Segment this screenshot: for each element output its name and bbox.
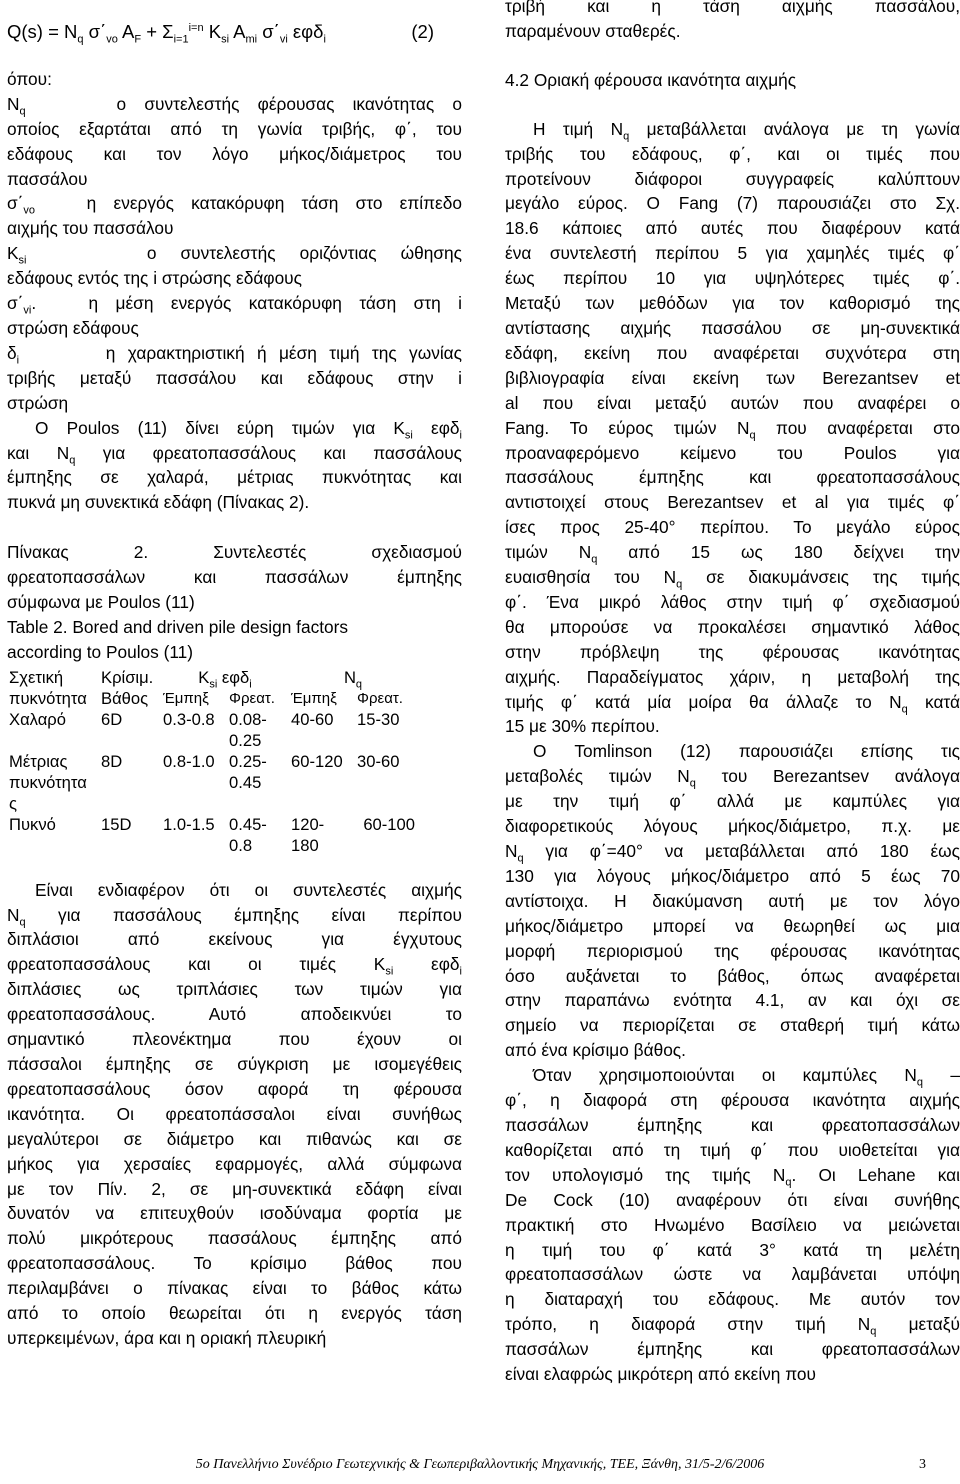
text-line: αντιστοιχεί στους Berezantsev et al για τιμές φ΄: [505, 492, 960, 513]
text-line: βιβλιογραφία είναι εκείνη των Berezantsev et: [505, 367, 960, 388]
text-line: παραμένουν σταθερές.: [505, 20, 681, 41]
text-line: τρόπο, η διαφορά στην τιμή $N_q$ μεταξύ: [505, 1314, 960, 1338]
text-line: αντίστοιχα. Η διακύμανση αυτή με τον λόγο: [505, 890, 960, 911]
page-number: 3: [919, 1457, 926, 1472]
cell-density: Πυκνό: [9, 814, 56, 834]
text-line: Η τιμή $N_q$ μεταβάλλεται ανάλογα με τη γωνία: [533, 118, 960, 143]
text-line: όσο αυξάνεται το βάθος, όπως αναφέρεται: [505, 965, 960, 986]
text-line: $K_{si}$ ο συντελεστής οριζόντιας ώθησης: [7, 243, 462, 267]
text-line: στρώση εδάφους: [7, 317, 139, 338]
text-line: διαφορετικούς λόγους μήκος/διάμετρο, π.χ. με: [505, 816, 960, 837]
text-line: καθορίζεται από τη τιμή φ΄ που υιοθετείται για: [505, 1139, 960, 1160]
text-line: ίσες προς 25-40° περίπου. Το μεγάλο εύρος: [505, 517, 960, 538]
text-line: φ΄. Ένα μικρό λάθος στην τιμή φ΄ σχεδιασμού: [505, 591, 960, 612]
caption-line: φρεατοπασσάλων και πασσάλων έμπηξης: [7, 567, 462, 588]
formula-line: [7, 0, 462, 45]
text-line: 18.6 κάποιες από αυτές που διαφέρουν κατά: [505, 218, 960, 239]
text-line: έμπηξης σε χαλαρά, μέτριας πυκνότητας και: [7, 467, 462, 488]
text-line: σημείο να περιορίζεται σε σταθερή τιμή κάτω: [505, 1015, 960, 1036]
cell-depth: 6D: [101, 709, 123, 729]
text-line: πασσάλου: [7, 168, 88, 189]
text-line: Ο Tomlinson (12) παρουσιάζει επίσης τις: [533, 741, 960, 762]
header-ksi: $K_{si}$ εφδ$_i$: [198, 667, 252, 690]
table-caption: [7, 540, 462, 665]
header-depth-2: Βάθος: [101, 688, 149, 708]
definition-svo: [7, 191, 462, 241]
text-line: $\sigma΄_{vo}$ η ενεργός κατακόρυφη τάση στο επίπεδο: [7, 193, 462, 217]
table-header-row: [7, 667, 417, 688]
text-line: φρεατοπασσάλους και οι τιμές $K_{si}$ εφδ$_i$: [7, 954, 462, 978]
text-line: με τον Πίν. 2, σε μη-συνεκτικά εδάφη είναι: [7, 1178, 462, 1199]
cell-k-bored: 0.45- 0.8: [229, 814, 267, 855]
subheader-bored: Φρεατ.: [357, 689, 403, 707]
design-factors-table: [7, 667, 417, 856]
text-line: εδάφους εντός της i στρώσης εδάφους: [7, 268, 302, 289]
text-line: τιμής φ΄ κατά μία μοίρα θα άλλαζε το $N_q$ κατά: [505, 691, 960, 716]
paragraph-nq-curves: [505, 1063, 960, 1387]
header-density: Σχετική: [9, 667, 64, 687]
text-line: μεταβολές τιμών $N_q$ του Berezantsev ανάλογα: [505, 766, 960, 790]
text-line: μεγαλύτεροι σε διάμετρο και πιθανώς και σε: [7, 1128, 462, 1149]
text-line: και $N_q$ για φρεατοπασσάλους και πασσάλους: [7, 442, 462, 466]
text-line: θα μπορούσε να προκαλέσει σημαντικό λάθος: [505, 616, 960, 637]
formula: $Q(s) = N_q$ $\sigma΄_{vo}$ $A_F + \Sigma_{i=1}^{i=n}$ $K_{si}$ $A_{mi}$ $\sigma΄_{vi}$ εφδ$_i$: [7, 21, 326, 46]
text-line: μήκος/διάμετρο μπορεί να θεωρηθεί ως μια: [505, 915, 960, 936]
text-line: περιλαμβάνει ο πίνακας είναι το βάθος κάτω: [7, 1278, 462, 1299]
cell-depth: 15D: [101, 814, 132, 834]
cell-k-driven: 0.3-0.8: [163, 709, 215, 729]
text-line: στην παραπάνω ενότητα 4.1, αν και όχι σε: [505, 990, 960, 1011]
definitions-intro: όπου:: [7, 68, 52, 89]
cell-k-driven: 0.8-1.0: [163, 751, 215, 771]
text-line: προαναφερόμενο κείμενο του Poulos για: [505, 442, 960, 463]
cell-k-driven: 1.0-1.5: [163, 814, 215, 834]
text-line: ευαισθησία του $N_q$ σε διακυμάνσεις της τιμής: [505, 567, 960, 591]
caption-line: σύμφωνα με Poulos (11): [7, 591, 195, 612]
paragraph-tomlinson: [505, 739, 960, 1063]
paragraph-nq-variation: [505, 117, 960, 740]
text-line: Όταν χρησιμοποιούνται οι καμπύλες $N_q$ –: [533, 1065, 960, 1089]
cell-density: Μέτριας πυκνότητα ς: [9, 751, 87, 813]
text-line: Fang. Το εύρος τιμών $N_q$ που αναφέρεται στο: [505, 417, 960, 442]
text-line: Μεταξύ των μεθόδων για τον καθορισμό της: [505, 293, 960, 314]
text-line: φρεατοπασσάλων ώστε να λαμβάνεται υπόψη: [505, 1264, 960, 1285]
table-row: [7, 814, 417, 856]
text-line: De Cock (10) αναφέρουν ότι είναι συνήθης: [505, 1189, 960, 1210]
subheader-bored: Φρεατ.: [229, 689, 275, 707]
text-line: προτείνουν διάφοροι συγγραφείς καλύπτουν: [505, 168, 960, 189]
cell-n-driven: 40-60: [291, 709, 334, 729]
text-line: αιχμής του πασσάλου: [7, 218, 174, 239]
header-density-2: πυκνότητα: [9, 688, 87, 708]
text-line: πρακτική στο Ηνωμένο Βασίλειο να μειώνεται: [505, 1214, 960, 1235]
paragraph-driven-vs-bored: [7, 878, 462, 1351]
text-line: $N_q$ ο συντελεστής φέρουσας ικανότητας ο: [7, 93, 462, 118]
cell-n-bored: 60-100: [363, 814, 415, 834]
text-line: 130 για λόγους μήκος/διάμετρο από 5 έως 70: [505, 865, 960, 886]
subheader-driven: Έμπηξ: [163, 689, 209, 707]
header-depth: Κρίσιμ.: [101, 667, 154, 687]
text-line: τριβής του εδάφους, φ΄, και οι τιμές που: [505, 143, 960, 164]
text-line: αιχμής. Παραδείγματος χάριν, η μεταβολή της: [505, 666, 960, 687]
cell-k-bored: 0.08- 0.25: [229, 709, 267, 750]
text-line: Ο Poulos (11) δίνει εύρη τιμών για $K_{si}$ εφδ$_i$: [35, 417, 462, 442]
cell-n-bored: 15-30: [357, 709, 400, 729]
text-line: $\sigma΄_{vi}$. η μέση ενεργός κατακόρυφη τάση στη i: [7, 293, 462, 317]
cell-density: Χαλαρό: [9, 709, 66, 729]
cell-n-driven: 120- 180: [291, 814, 325, 855]
text-line: πάσσαλοι έμπηξης σε σύγκριση με ισομεγέθεις: [7, 1053, 462, 1074]
text-line: υπερκειμένων, άρα και η οριακή πλευρική: [7, 1327, 327, 1348]
text-line: στρώση: [7, 392, 69, 413]
left-column: [7, 0, 462, 1351]
text-line: οποίος εξαρτάται από τη γωνία τριβής, φ΄, του: [7, 118, 462, 139]
text-line: al που είναι μεταξύ αυτών που αναφέρει ο: [505, 392, 960, 413]
text-line: εδάφη, εκείνη που αναφέρεται συχνότερα στη: [505, 342, 960, 363]
text-line: $N_q$ για φ΄=40° να μεταβάλλεται από 180 έως: [505, 841, 960, 865]
section-heading: 4.2 Οριακή φέρουσα ικανότητα αιχμής: [505, 69, 797, 90]
text-line: αντίστασης αιχμής πασσάλου σε μη-συνεκτικά: [505, 317, 960, 338]
text-line: $\delta_i$ η χαρακτηριστική ή μέση τιμή της γωνίας: [7, 342, 462, 367]
text-line: έως περίπου 10 για υψηλότερες τιμές φ΄.: [505, 268, 960, 289]
text-line: φρεατοπασσάλους όσον αφορά τη φέρουσα: [7, 1078, 462, 1099]
text-line: μήκος για χερσαίες εφαρμογές, αλλά σύμφωνα: [7, 1153, 462, 1174]
text-line: 15 με 30% περίπου.: [505, 716, 660, 737]
definition-di: [7, 341, 462, 416]
cell-depth: 8D: [101, 751, 123, 771]
text-line: είναι ελαφρώς μικρότερη από εκείνη που: [505, 1364, 816, 1385]
text-line: φ΄, η διαφορά στη φέρουσα ικανότητα αιχμής: [505, 1090, 960, 1111]
text-line: $N_q$ για πασσάλους έμπηξης είναι περίπου: [7, 904, 462, 928]
text-line: πολύ μικρότερους πασσάλους έμπηξης από: [7, 1228, 462, 1249]
text-line: εδάφους και τον λόγο μήκος/διάμετρος του: [7, 143, 462, 164]
text-line: με την τιμή φ΄ αλλά με καμπύλες για: [505, 791, 960, 812]
formula-number: (2): [411, 21, 434, 42]
table-body: [7, 709, 417, 856]
text-line: μεγάλο εύρος. Ο Fang (7) παρουσιάζει στο Σχ.: [505, 193, 960, 214]
cell-k-bored: 0.25- 0.45: [229, 751, 267, 792]
definition-nq: [7, 92, 462, 192]
text-line: διπλάσιοι από εκείνους για έγχυτους: [7, 929, 462, 950]
text-line: από το οποίο θεωρείται ότι η ενεργός τάση: [7, 1303, 462, 1324]
text-line: στην πρόβλεψη της φέρουσας ικανότητας: [505, 641, 960, 662]
table-row: [7, 751, 417, 814]
text-line: δυνατόν να επιτευχθούν ισοδύναμα φορτία με: [7, 1203, 462, 1224]
text-line: φρεατοπασσάλους. Το κρίσιμο βάθος που: [7, 1253, 462, 1274]
text-line: τιμών $N_q$ από 15 ως 180 δείχνει την: [505, 542, 960, 566]
poulos-paragraph: [7, 416, 462, 516]
text-line: τριβή και η τάση αιχμής πασσάλου,: [505, 0, 960, 16]
text-line: τον υπολογισμό της τιμής $N_q$. Οι Lehane και: [505, 1164, 960, 1189]
table-row: [7, 709, 417, 751]
caption-line: Πίνακας 2. Συντελεστές σχεδιασμού: [7, 542, 462, 563]
definition-svi: [7, 291, 462, 341]
text-line: μορφή περιορισμού της φέρουσας ικανότητας: [505, 940, 960, 961]
caption-line: according to Poulos (11): [7, 641, 194, 662]
definition-ksi: [7, 241, 462, 291]
text-line: διπλάσιες ως τριπλάσιες των τιμών για: [7, 979, 462, 1000]
text-line: ικανότητα. Οι φρεατοπάσσαλοι είναι συνήθως: [7, 1103, 462, 1124]
text-line: πασσάλων έμπηξης και φρεατοπασσάλων: [505, 1339, 960, 1360]
text-line: Είναι ενδιαφέρον ότι οι συντελεστές αιχμής: [35, 879, 462, 900]
text-line: πασσάλων έμπηξης και φρεατοπασσάλων: [505, 1114, 960, 1135]
text-line: η τιμή του φ΄ κατά 3° κατά τη μελέτη: [505, 1239, 960, 1260]
text-line: η διαταραχή του εδάφους. Με αυτόν τον: [505, 1289, 960, 1310]
header-nq: $N_q$: [343, 667, 363, 690]
cell-n-bored: 30-60: [357, 751, 400, 771]
cell-n-driven: 60-120: [291, 751, 343, 771]
text-line: πυκνά μη συνεκτικά εδάφη (Πίνακας 2).: [7, 492, 310, 513]
caption-line: Table 2. Bored and driven pile design factors: [7, 616, 349, 637]
text-line: σημαντικό πλεονέκτημα που έχουν οι: [7, 1029, 462, 1050]
right-column: [505, 0, 960, 1387]
text-line: ένα συντελεστή περίπου 5 για χαμηλές τιμές φ΄: [505, 243, 960, 264]
table-subheader-row: [7, 688, 417, 709]
text-line: φρεατοπασσάλους. Αυτό αποδεικνύει το: [7, 1004, 462, 1025]
subheader-driven: Έμπηξ: [291, 689, 337, 707]
text-line: από ένα κρίσιμο βάθος.: [505, 1040, 686, 1061]
page-footer: [0, 1457, 960, 1473]
footer-text: 5ο Πανελλήνιο Συνέδριο Γεωτεχνικής & Γεωπεριβαλλοντικής Μηχανικής, ΤΕΕ, Ξάνθη, 31/5-2/6/2006: [195, 1457, 765, 1472]
text-line: τριβής μεταξύ πασσάλου και εδάφους στην i: [7, 367, 462, 388]
text-line: πασσάλους έμπηξης και φρεατοπασσάλους: [505, 467, 960, 488]
